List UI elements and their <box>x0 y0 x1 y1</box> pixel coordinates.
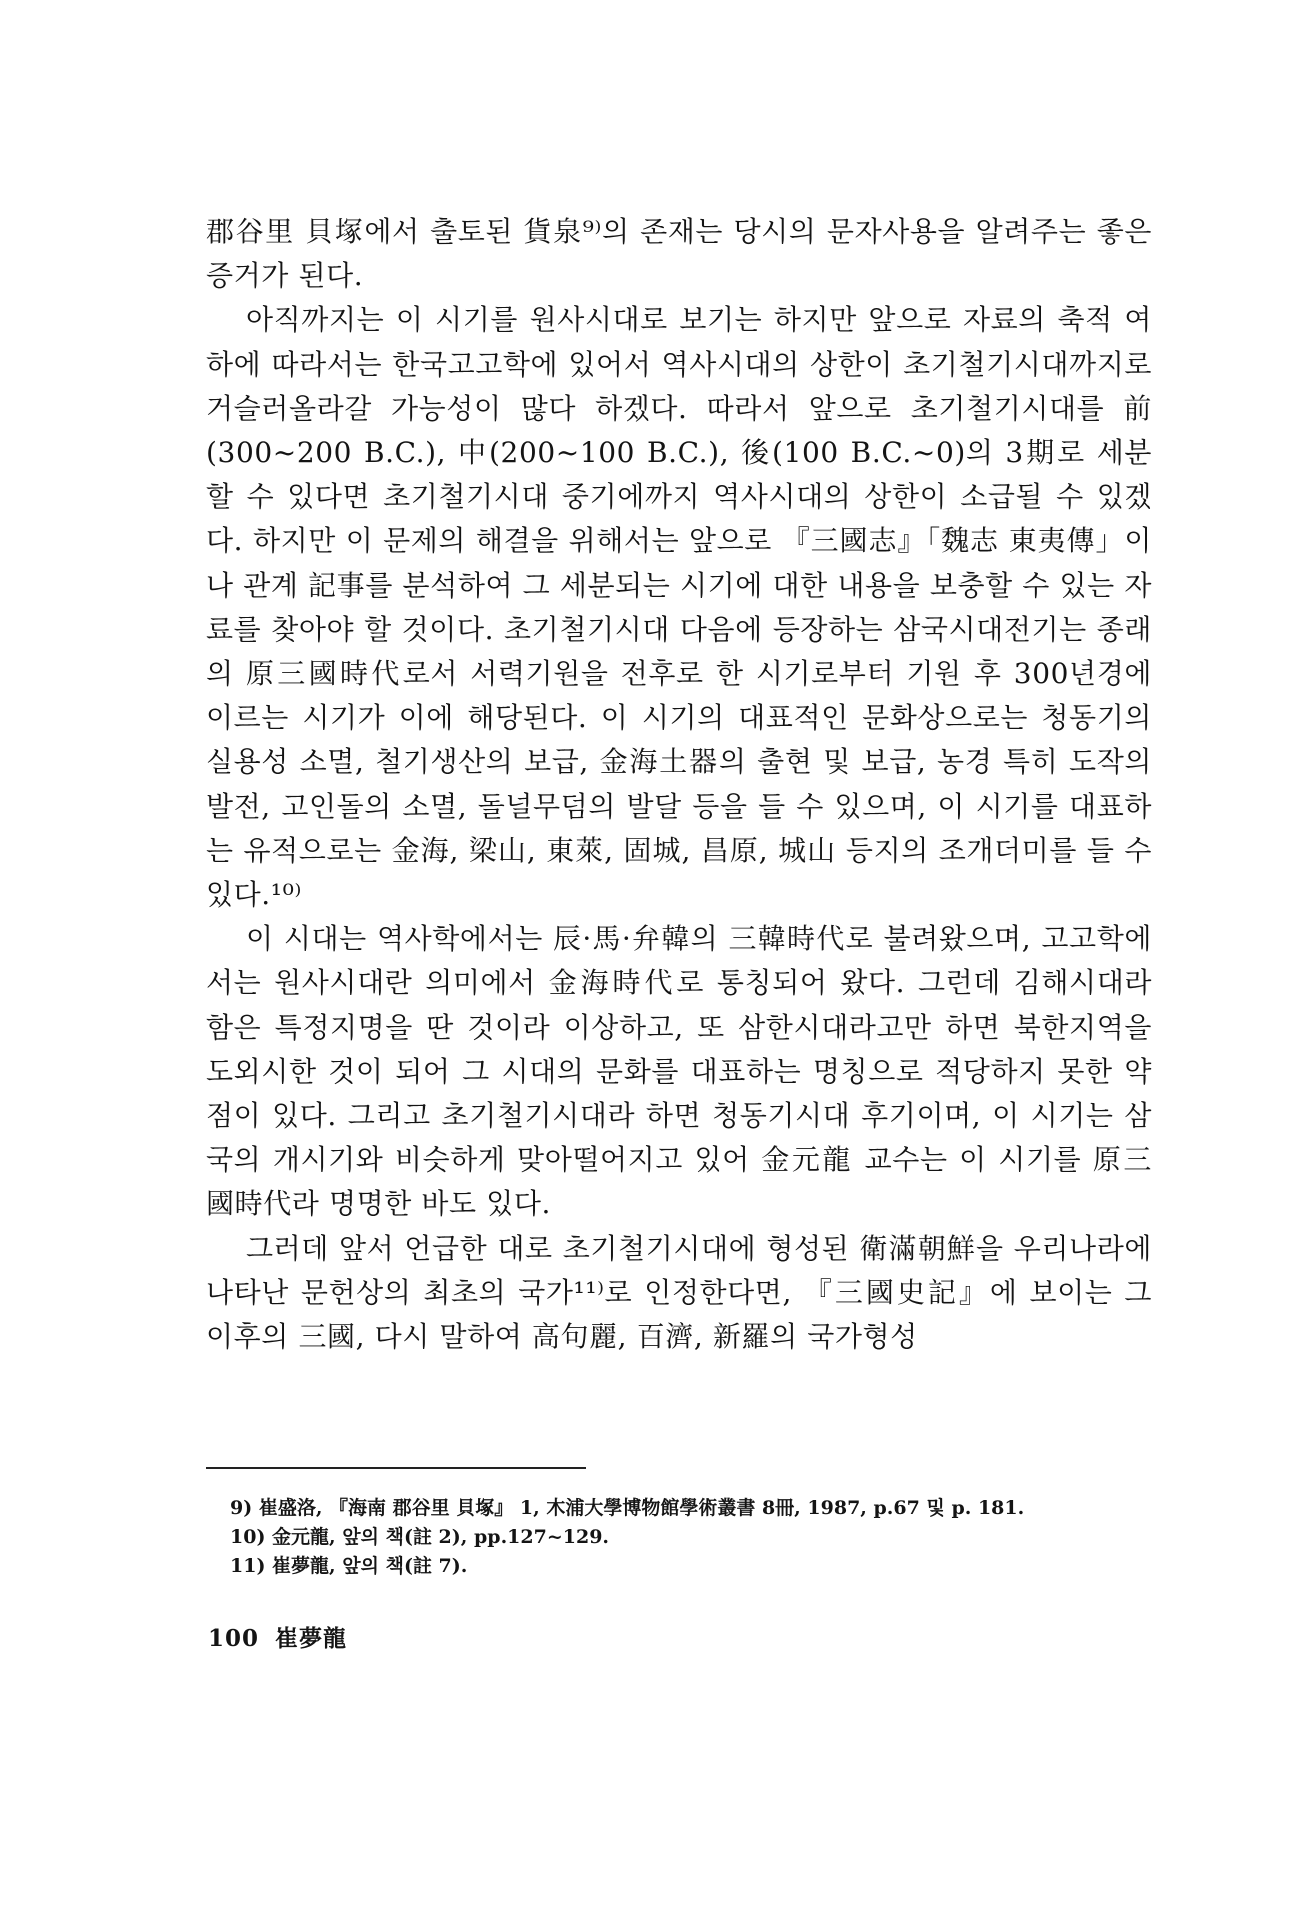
paragraph-1: 郡谷里 貝塚에서 출토된 貨泉⁹⁾의 존재는 당시의 문자사용을 알려주는 좋은 증거가 된다. <box>206 215 1152 293</box>
page-number: 100 <box>208 1625 260 1652</box>
footnote-9: 9) 崔盛洛, 『海南 郡谷里 貝塚』 1, 木浦大學博物館學術叢書 8冊, 1987, p.67 및 p. 181. <box>230 1497 1025 1519</box>
page-footer <box>208 1620 347 1653</box>
running-author: 崔夢龍 <box>275 1625 348 1652</box>
footnote-divider <box>206 1467 586 1469</box>
paragraph-3: 이 시대는 역사학에서는 辰·馬·弁韓의 三韓時代로 불려왔으며, 고고학에서는 원사시대란 의미에서 金海時代로 통칭되어 왔다. 그런데 김해시대라 함은 특정지명을 딴 것이라 이상하고, 또 삼한시대라고만 하면 북한지역을 도외시한 것이 되어 그 시대의 문화를 대표하는 명칭으로 적당하지 못한 약점이 있다. 그리고 초기철기시대라 하면 청동기시대 후기이며, 이 시기는 삼국의 개시기와 비슷하게 맞아떨어지고 있어 金元龍 교수는 이 시기를 原三國時代라 명명한 바도 있다. <box>206 922 1152 1221</box>
footnote-10: 10) 金元龍, 앞의 책(註 2), pp.127~129. <box>230 1526 610 1548</box>
body-text <box>206 210 1152 1359</box>
paragraph-2: 아직까지는 이 시기를 원사시대로 보기는 하지만 앞으로 자료의 축적 여하에 따라서는 한국고고학에 있어서 역사시대의 상한이 초기철기시대까지로 거슬러올라갈 가능성이 많다 하겠다. 따라서 앞으로 초기철기시대를 前(300~200 B.C.), 中(200~100 B.C.), 後(100 B.C.~0)의 3期로 세분할 수 있다면 초기철기시대 중기에까지 역사시대의 상한이 소급될 수 있겠다. 하지만 이 문제의 해결을 위해서는 앞으로 『三國志』「魏志 東夷傳」이나 관계 記事를 분석하여 그 세분되는 시기에 대한 내용을 보충할 수 있는 자료를 찾아야 할 것이다. 초기철기시대 다음에 등장하는 삼국시대전기는 종래의 原三國時代로서 서력기원을 전후로 한 시기로부터 기원 후 300년경에 이르는 시기가 이에 해당된다. 이 시기의 대표적인 문화상으로는 청동기의 실용성 소멸, 철기생산의 보급, 金海土器의 출현 및 보급, 농경 특히 도작의 발전, 고인돌의 소멸, 돌널무덤의 발달 등을 들 수 있으며, 이 시기를 대표하는 유적으로는 金海, 梁山, 東萊, 固城, 昌原, 城山 등지의 조개더미를 들 수 있다.¹⁰⁾ <box>206 303 1153 912</box>
footnotes <box>230 1494 1152 1581</box>
footnote-11: 11) 崔夢龍, 앞의 책(註 7). <box>230 1555 468 1577</box>
paragraph-4: 그러데 앞서 언급한 대로 초기철기시대에 형성된 衛滿朝鮮을 우리나라에 나타난 문헌상의 최초의 국가¹¹⁾로 인정한다면, 『三國史記』에 보이는 그 이후의 三國, 다시 말하여 高句麗, 百濟, 新羅의 국가형성 <box>206 1231 1152 1354</box>
